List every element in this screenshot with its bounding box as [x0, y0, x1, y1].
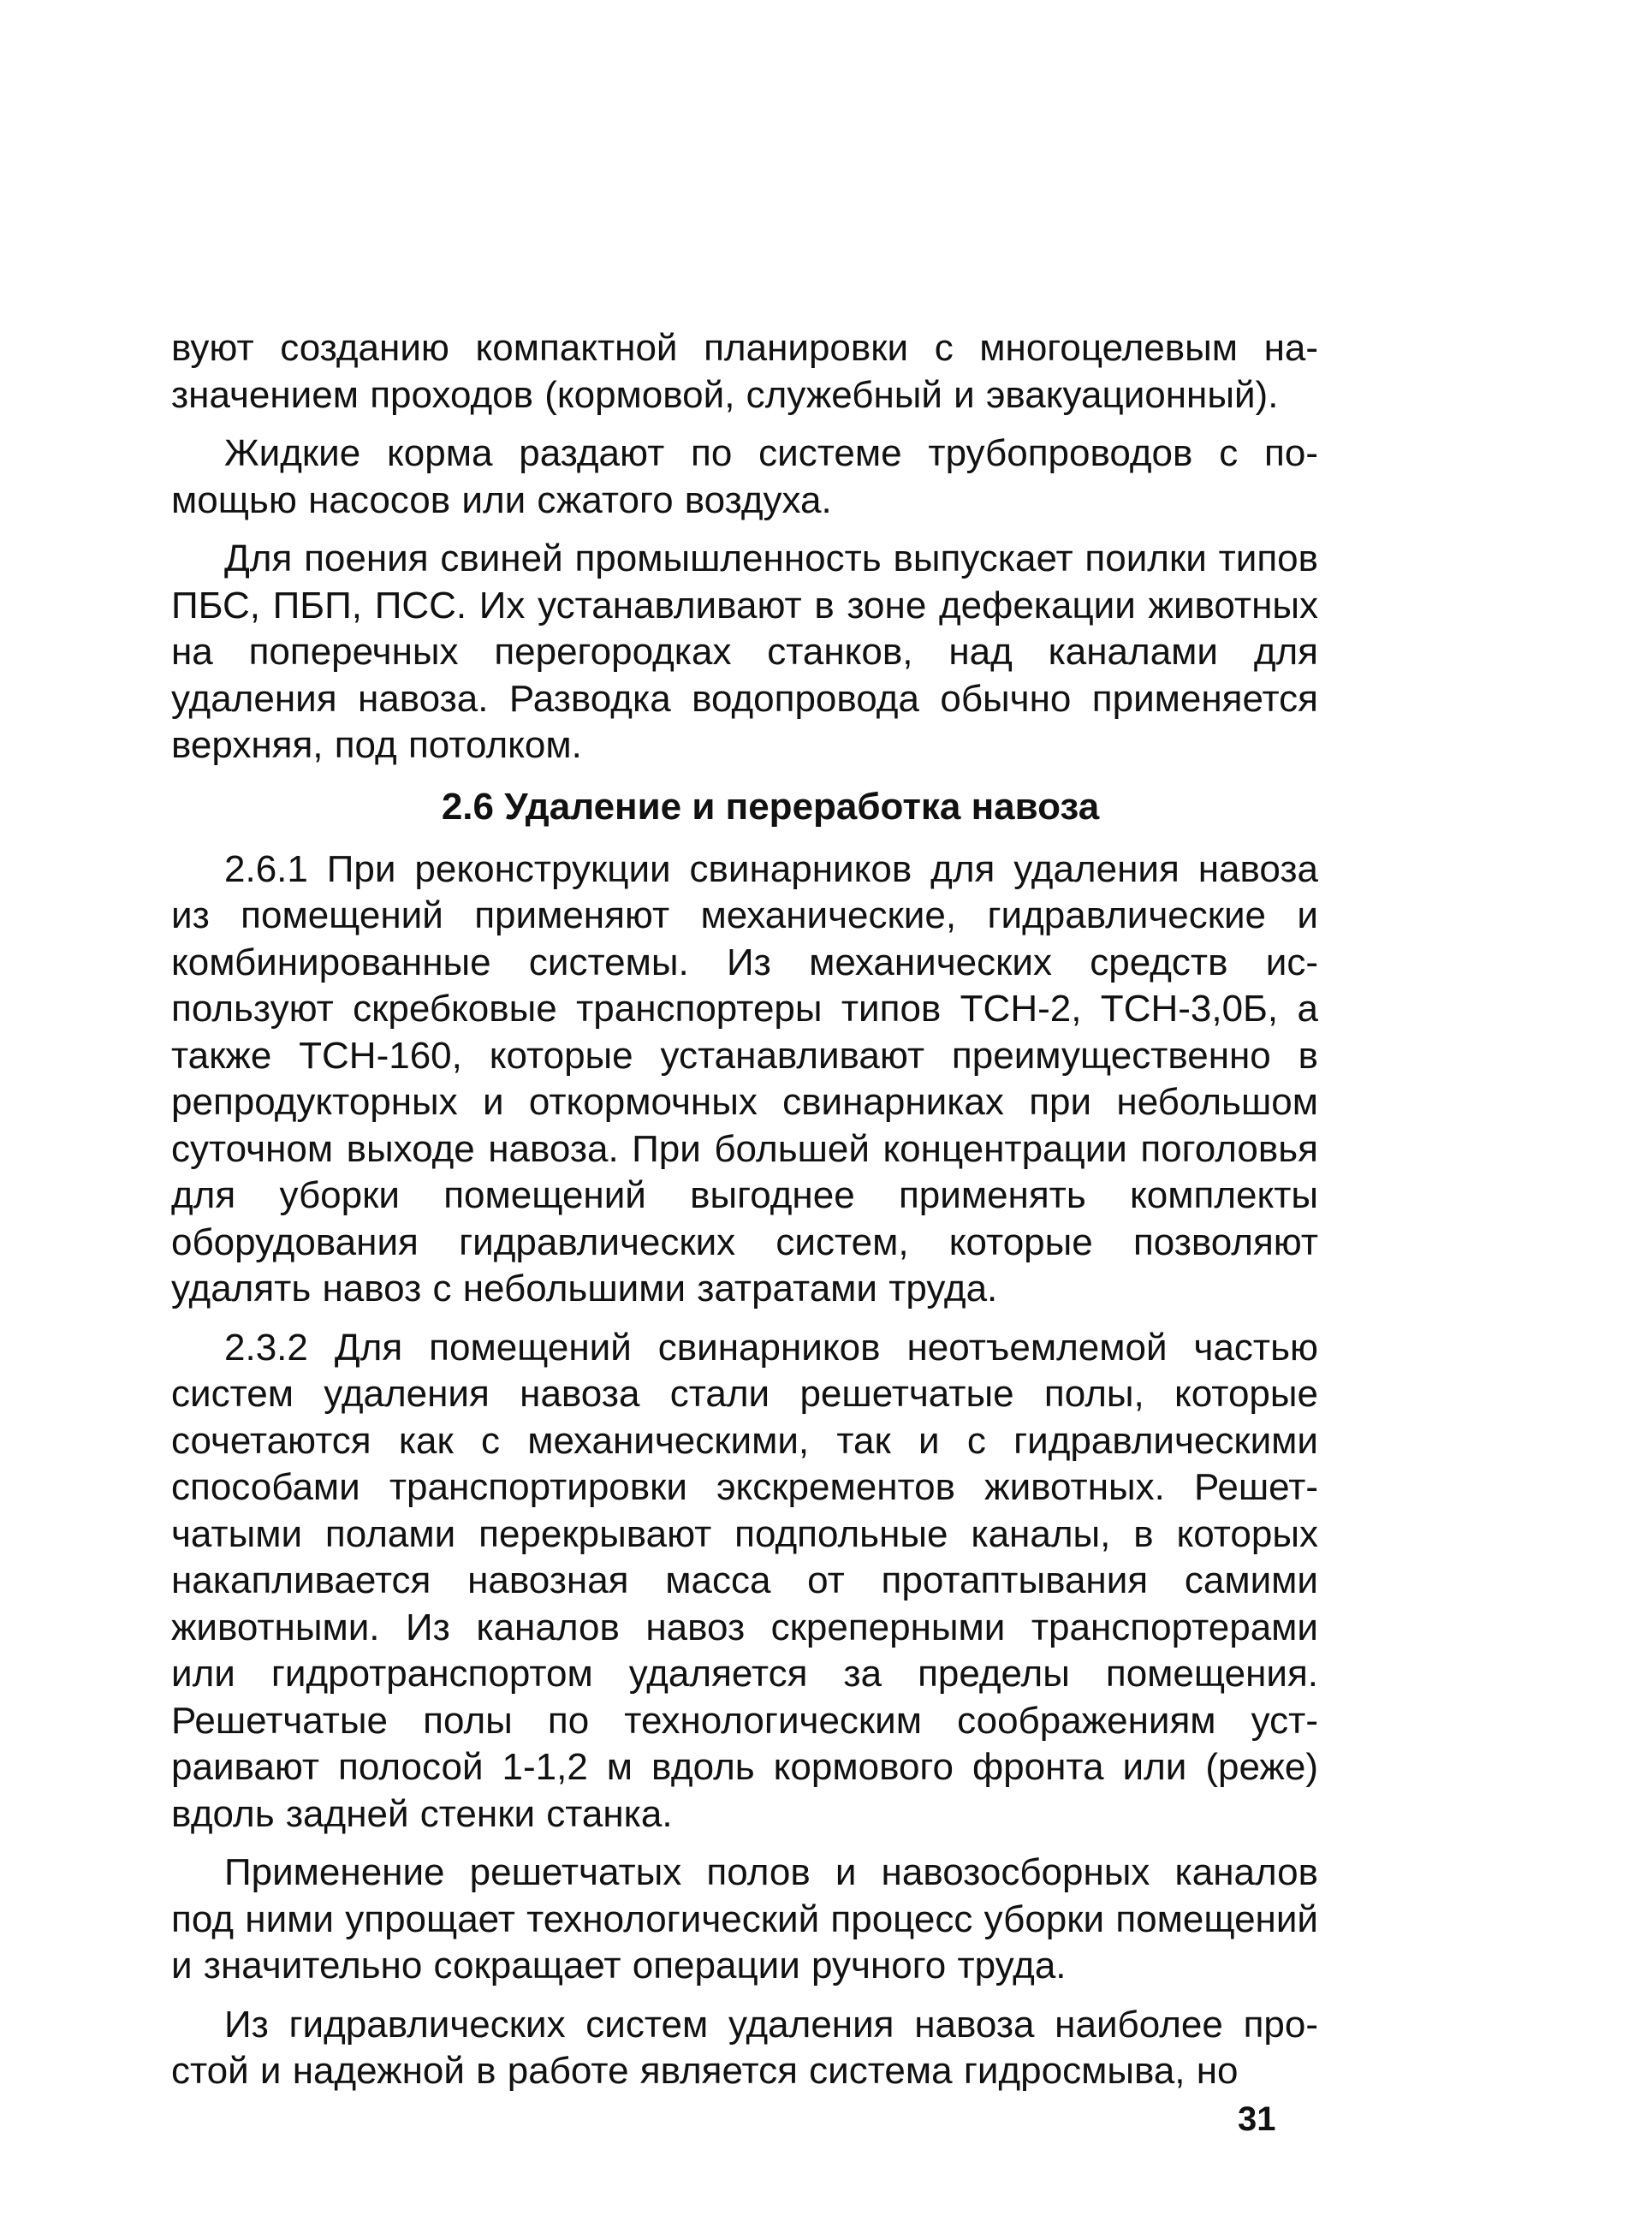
paragraph-2-6-1: 2.6.1 При реконструкции свинарников для удаления навоза из помещений применяют механические, гидравлические и комбинированные системы. Из механических средств используют скребковые транспортеры типов ТСН-2, ТСН-3,0Б, а также ТСН-160, которые устанавливают преимущественно в репродукторных и откормочных свинарниках при небольшом суточном выходе навоза. При большей концентрации поголовья для уборки помещений выгоднее применять комплекты оборудования гидравлических систем, которые позволяют удалять навоз с небольшими затратами труда. [171, 847, 1318, 1310]
paragraph-2-3-2: 2.3.2 Для помещений свинарников неотъемлемой частью систем удаления навоза стали решетчатые полы, которые сочетаются как с механическими, так и с гидравлическими способами транспортировки экскрементов животных. Решетчатыми полами перекрывают подпольные каналы, в которых накапливается навозная масса от протаптывания самими животными. Из каналов навоз скреперными транспортерами или гидротранспортом удаляется за пределы помещения. Решетчатые полы по технологическим соображениям устраивают полосой 1-1,2 м вдоль кормового фронта или (реже) вдоль задней стенки станка. [171, 1326, 1318, 1835]
page-number: 31 [1238, 2100, 1276, 2138]
paragraph-hydraulic-systems: Из гидравлических систем удаления навоза наиболее простой и надежной в работе является система гидросмыва, но [171, 2003, 1318, 2092]
paragraph-liquid-feed: Жидкие корма раздают по системе трубопроводов с помощью насосов или сжатого воздуха. [171, 432, 1318, 521]
paragraph-continuation: вуют созданию компактной планировки с многоцелевым назначением проходов (кормовой, служебный и эвакуационный). [171, 327, 1318, 416]
page-content [171, 325, 1318, 2095]
section-heading: 2.6 Удаление и переработка навоза [441, 785, 1100, 828]
paragraph-grated-floors: Применение решетчатых полов и навозосборных каналов под ними упрощает технологический процесс уборки помещений и значительно сокращает операции ручного труда. [171, 1851, 1318, 1987]
paragraph-drinkers: Для поения свиней промышленность выпускает поилки типов ПБС, ПБП, ПСС. Их устанавливают в зоне дефекации животных на поперечных перегородках станков, над каналами для удаления навоза. Разводка водопровода обычно применяется верхняя, под потолком. [171, 537, 1318, 766]
